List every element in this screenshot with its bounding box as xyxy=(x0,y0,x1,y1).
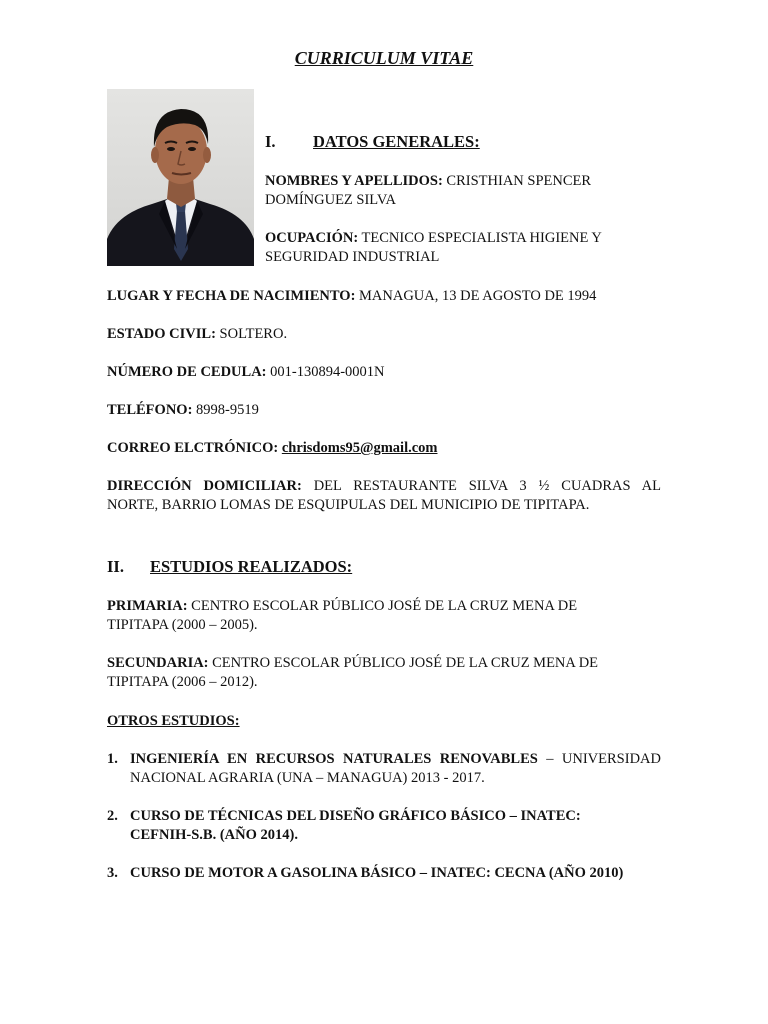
field-ocupacion-label: OCUPACIÓN: xyxy=(265,230,359,246)
field-correo-label: CORREO ELCTRÓNICO: xyxy=(107,440,279,456)
estudio-primaria-value-1: CENTRO ESCOLAR PÚBLICO JOSÉ DE LA CRUZ MENA DE xyxy=(191,598,578,614)
field-nacimiento xyxy=(107,287,596,306)
field-cedula-value: 001-130894-0001N xyxy=(270,364,385,380)
field-ocupacion-value-1: TECNICO ESPECIALISTA HIGIENE Y xyxy=(361,230,602,246)
otros-item-2-line-1: CURSO DE TÉCNICAS DEL DISEÑO GRÁFICO BÁSICO – INATEC: xyxy=(130,808,581,824)
otros-item-3-line-1: CURSO DE MOTOR A GASOLINA BÁSICO – INATEC: CECNA (AÑO 2010) xyxy=(130,865,624,881)
estudio-primaria-label: PRIMARIA: xyxy=(107,598,188,614)
field-estado-civil-label: ESTADO CIVIL: xyxy=(107,326,216,342)
field-estado-civil-value: SOLTERO. xyxy=(219,326,288,342)
field-direccion-value-1: DEL RESTAURANTE SILVA 3 ½ CUADRAS AL xyxy=(313,478,661,494)
field-nombres-label: NOMBRES Y APELLIDOS: xyxy=(265,173,443,189)
profile-photo xyxy=(107,89,254,266)
otros-item-1-line-2: NACIONAL AGRARIA (UNA – MANAGUA) 2013 - 2017. xyxy=(130,770,485,786)
otros-item-3-number: 3. xyxy=(107,865,118,881)
field-direccion-label: DIRECCIÓN DOMICILIAR: xyxy=(107,478,302,494)
field-cedula xyxy=(107,363,385,382)
estudio-secundaria-value-2: TIPITAPA (2006 – 2012). xyxy=(107,674,258,690)
otros-item-2-line-2: CEFNIH-S.B. (AÑO 2014). xyxy=(130,827,298,843)
field-nacimiento-label: LUGAR Y FECHA DE NACIMIENTO: xyxy=(107,288,356,304)
field-direccion xyxy=(107,477,661,515)
section-2-number: II. xyxy=(107,557,124,576)
estudio-secundaria-value-1: CENTRO ESCOLAR PÚBLICO JOSÉ DE LA CRUZ MENA DE xyxy=(212,655,599,671)
otros-item-1 xyxy=(130,750,661,788)
field-telefono-label: TELÉFONO: xyxy=(107,402,193,418)
otros-item-1-title: INGENIERÍA EN RECURSOS NATURALES RENOVABLES xyxy=(130,751,538,767)
estudio-primaria xyxy=(107,597,577,635)
field-direccion-line-1 xyxy=(107,477,661,496)
estudio-primaria-value-2: TIPITAPA (2000 – 2005). xyxy=(107,617,258,633)
field-nombres-value-2: DOMÍNGUEZ SILVA xyxy=(265,192,396,208)
section-1-number: I. xyxy=(265,132,276,151)
otros-item-1-rest: – UNIVERSIDAD xyxy=(537,751,661,767)
otros-item-1-number: 1. xyxy=(107,751,118,767)
otros-estudios-heading: OTROS ESTUDIOS: xyxy=(107,713,240,729)
estudio-secundaria xyxy=(107,654,598,692)
field-ocupacion-value-2: SEGURIDAD INDUSTRIAL xyxy=(265,249,440,265)
field-cedula-label: NÚMERO DE CEDULA: xyxy=(107,364,267,380)
field-telefono-value: 8998-9519 xyxy=(196,402,259,418)
otros-item-1-line-1 xyxy=(130,750,661,769)
portrait-image xyxy=(107,89,254,266)
estudio-secundaria-label: SECUNDARIA: xyxy=(107,655,209,671)
otros-item-2-number: 2. xyxy=(107,808,118,824)
field-direccion-value-2: NORTE, BARRIO LOMAS DE ESQUIPULAS DEL MUNICIPIO DE TIPITAPA. xyxy=(107,497,590,513)
field-nombres-value-1: CRISTHIAN SPENCER xyxy=(446,173,592,189)
field-ocupacion xyxy=(265,229,602,267)
otros-item-2 xyxy=(130,807,581,845)
field-estado-civil xyxy=(107,325,287,344)
email-link[interactable]: chrisdoms95@gmail.com xyxy=(281,440,438,456)
field-telefono xyxy=(107,401,259,420)
field-nombres xyxy=(265,172,591,210)
section-1-title: DATOS GENERALES: xyxy=(313,132,480,151)
field-correo xyxy=(107,439,437,458)
document-title: CURRICULUM VITAE xyxy=(294,48,474,68)
field-nacimiento-value: MANAGUA, 13 DE AGOSTO DE 1994 xyxy=(359,288,597,304)
section-2-title: ESTUDIOS REALIZADOS: xyxy=(150,557,353,576)
